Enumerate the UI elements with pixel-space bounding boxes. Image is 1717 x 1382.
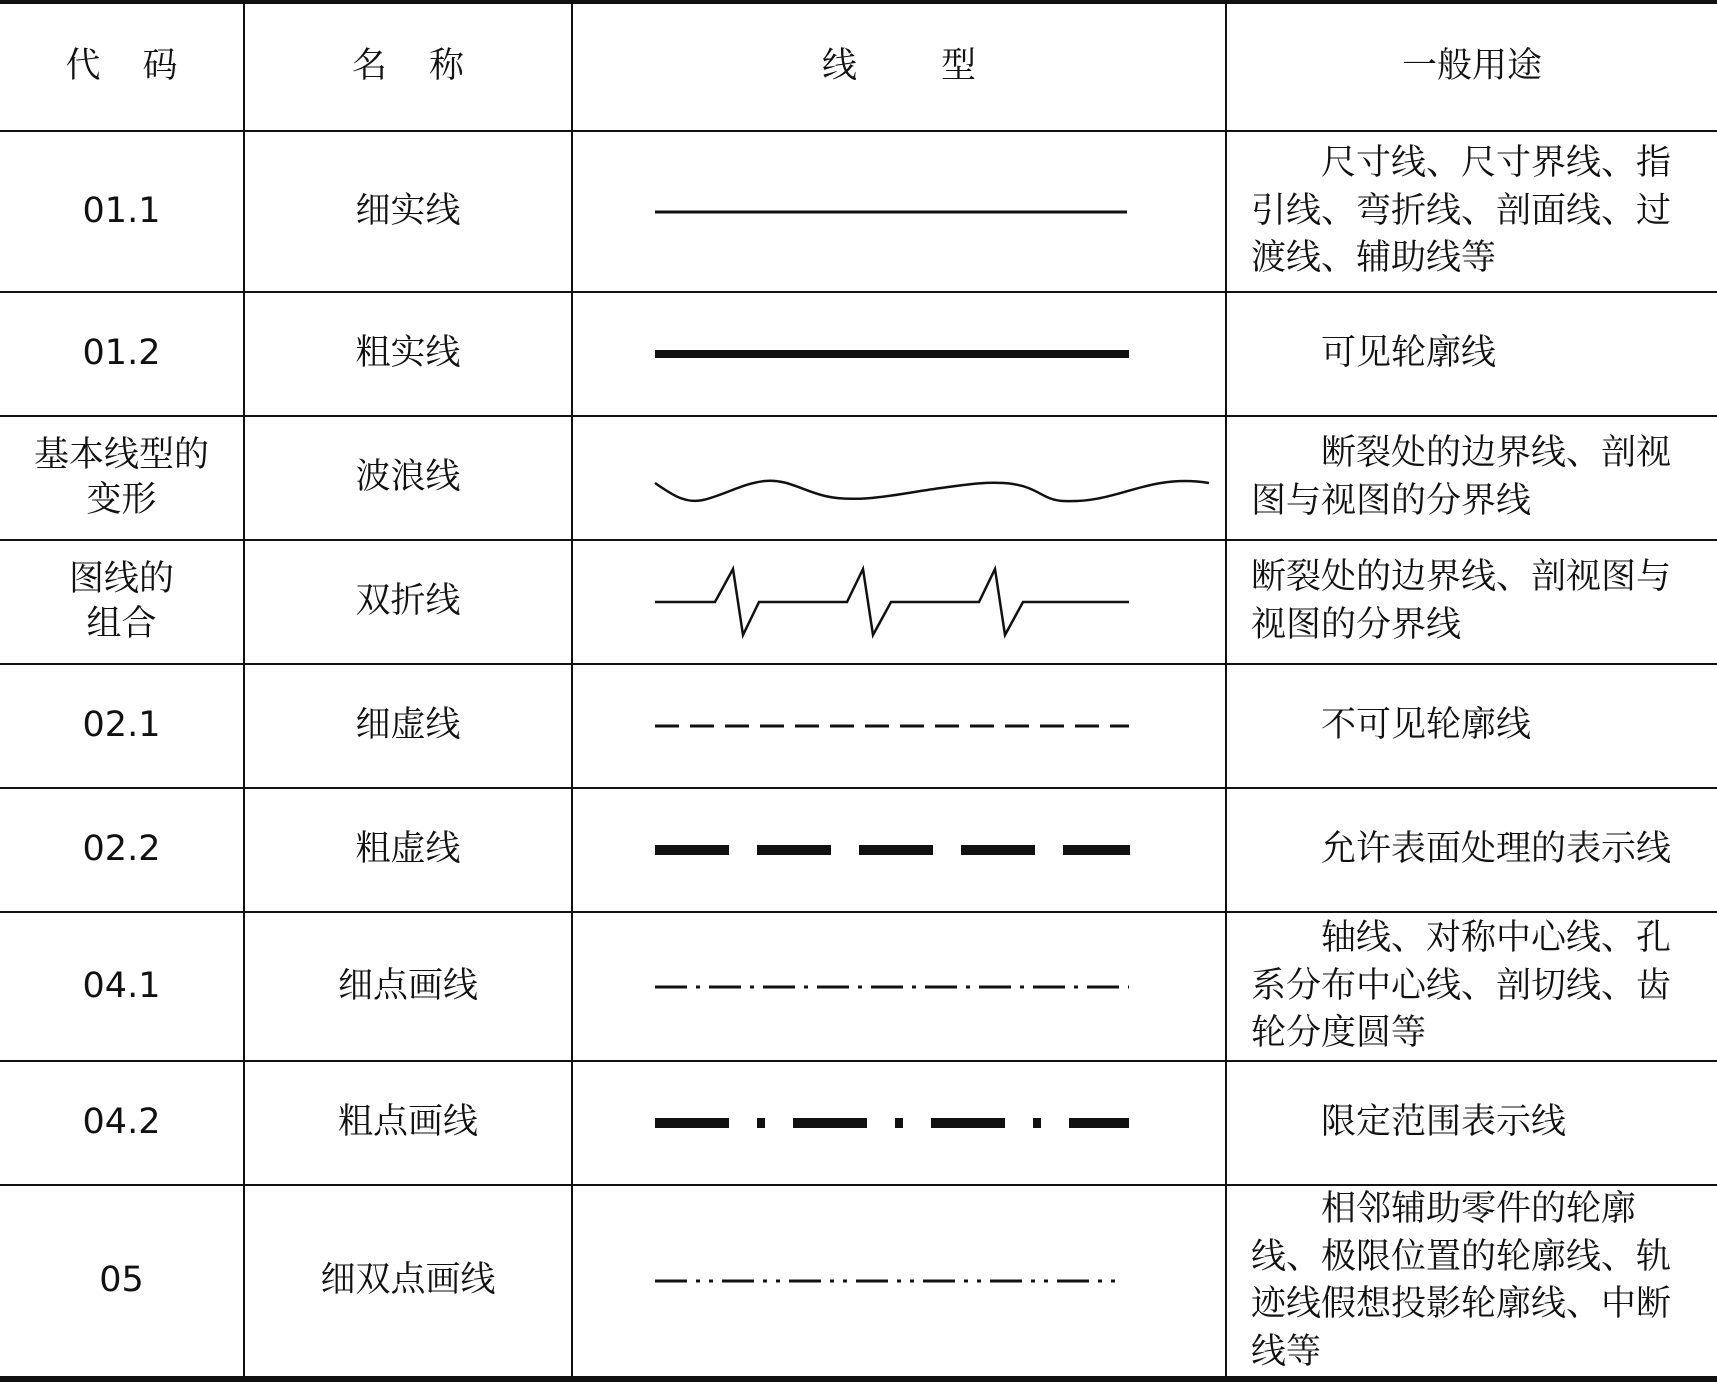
row-code: 02.2 [0, 788, 244, 912]
thin-dash-dot-dot-line-sample [573, 1266, 1227, 1296]
row-usage: 相邻辅助零件的轮廓线、极限位置的轮廓线、轨迹线假想投影轮廓线、中断线等 [1226, 1185, 1717, 1379]
zigzag-line-sample [573, 562, 1227, 642]
row-code: 04.1 [0, 912, 244, 1061]
row-name: 粗实线 [244, 292, 572, 416]
row-name: 粗虚线 [244, 788, 572, 912]
table-row [0, 1061, 1717, 1185]
thick-solid-line-sample [573, 339, 1227, 369]
header-row [0, 2, 1717, 131]
line-swatch [572, 1185, 1226, 1379]
table-row [0, 1185, 1717, 1379]
row-usage: 限定范围表示线 [1226, 1061, 1717, 1185]
row-code: 04.2 [0, 1061, 244, 1185]
row-code: 05 [0, 1185, 244, 1379]
row-name: 细双点画线 [244, 1185, 572, 1379]
row-usage: 可见轮廓线 [1226, 292, 1717, 416]
row-name: 细点画线 [244, 912, 572, 1061]
line-swatch [572, 664, 1226, 788]
row-code: 01.2 [0, 292, 244, 416]
row-usage: 尺寸线、尺寸界线、指引线、弯折线、剖面线、过渡线、辅助线等 [1226, 131, 1717, 292]
table-row [0, 912, 1717, 1061]
row-name: 细虚线 [244, 664, 572, 788]
row-usage: 不可见轮廓线 [1226, 664, 1717, 788]
line-swatch [572, 1061, 1226, 1185]
line-swatch [572, 416, 1226, 540]
line-swatch [572, 912, 1226, 1061]
row-name: 波浪线 [244, 416, 572, 540]
wave-line-sample [573, 448, 1227, 508]
header-name: 名称 [244, 2, 572, 131]
header-code: 代码 [0, 2, 244, 131]
header-linetype: 线型 [572, 2, 1226, 131]
row-usage: 断裂处的边界线、剖视图与视图的分界线 [1226, 540, 1717, 664]
thick-dashed-line-sample [573, 835, 1227, 865]
thin-solid-line-sample [573, 197, 1227, 227]
table-row [0, 416, 1717, 540]
table-row [0, 292, 1717, 416]
table-row [0, 540, 1717, 664]
row-usage: 允许表面处理的表示线 [1226, 788, 1717, 912]
table-row [0, 788, 1717, 912]
row-usage: 断裂处的边界线、剖视图与视图的分界线 [1226, 416, 1717, 540]
thin-dash-dot-line-sample [573, 972, 1227, 1002]
thin-dashed-line-sample [573, 711, 1227, 741]
table-row [0, 131, 1717, 292]
row-name: 粗点画线 [244, 1061, 572, 1185]
row-code: 02.1 [0, 664, 244, 788]
table-row [0, 664, 1717, 788]
thick-dash-dot-line-sample [573, 1108, 1227, 1138]
line-swatch [572, 292, 1226, 416]
row-name: 细实线 [244, 131, 572, 292]
line-swatch [572, 540, 1226, 664]
row-name: 双折线 [244, 540, 572, 664]
row-code: 01.1 [0, 131, 244, 292]
row-code: 基本线型的变形 [0, 416, 244, 540]
line-swatch [572, 131, 1226, 292]
row-code: 图线的组合 [0, 540, 244, 664]
row-usage: 轴线、对称中心线、孔系分布中心线、剖切线、齿轮分度圆等 [1226, 912, 1717, 1061]
header-usage: 一般用途 [1226, 2, 1717, 131]
line-swatch [572, 788, 1226, 912]
